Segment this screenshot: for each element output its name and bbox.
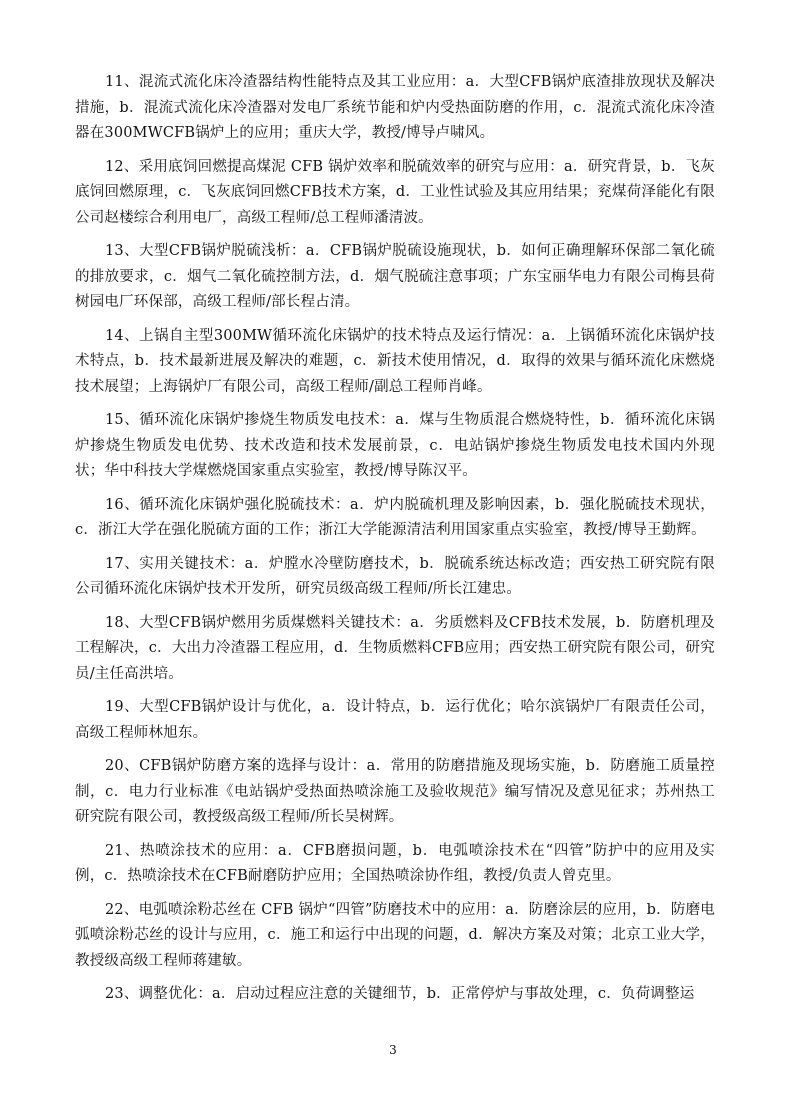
- paragraph-item-15: 15、循环流化床锅炉掺烧生物质发电技术：a．煤与生物质混合燃烧特性，b．循环流化床锅炉掺烧生物质发电优势、技术改造和技术发展前景，c．电站锅炉掺烧生物质发电技术国内外现状；华中科技大学煤燃烧国家重点实验室，教授/博导陈汉平。: [75, 412, 715, 479]
- paragraph-item-17: 17、实用关键技术：a．炉膛水冷壁防磨技术，b．脱硫系统达标改造；西安热工研究院有限公司循环流化床锅炉技术开发所，研究员级高级工程师/所长江建忠。: [75, 555, 715, 597]
- paragraph-item-22: 22、电弧喷涂粉芯丝在 CFB 锅炉“四管”防磨技术中的应用：a．防磨涂层的应用，b．防磨电弧喷涂粉芯丝的设计与应用，c．施工和运行中出现的问题，d．解决方案及对策；北京工业大学，教授级高级工程师蒋建敏。: [75, 901, 715, 969]
- paragraph-item-11: 11、混流式流化床冷渣器结构性能特点及其工业应用：a．大型CFB锅炉底渣排放现状及解决措施，b．混流式流化床冷渣器对发电厂系统节能和炉内受热面防磨的作用，c．混流式流化床冷渣器在300MWCFB锅炉上的应用；重庆大学，教授/博导卢啸风。: [75, 74, 715, 141]
- paragraph-item-13: 13、大型CFB锅炉脱硫浅析：a．CFB锅炉脱硫设施现状，b．如何正确理解环保部二氧化硫的排放要求，c．烟气二氧化硫控制方法，d．烟气脱硫注意事项；广东宝丽华电力有限公司梅县荷树园电厂环保部，高级工程师/部长程占清。: [75, 243, 715, 310]
- paragraph-item-16: 16、循环流化床锅炉强化脱硫技术：a．炉内脱硫机理及影响因素，b．强化脱硫技术现状，c．浙江大学在强化脱硫方面的工作；浙江大学能源清洁利用国家重点实验室，教授/博导王勤辉。: [75, 496, 715, 538]
- page-number: 3: [389, 1043, 397, 1057]
- paragraph-item-20: 20、CFB锅炉防磨方案的选择与设计：a．常用的防磨措施及现场实施，b．防磨施工质量控制，c．电力行业标准《电站锅炉受热面热喷涂施工及验收规范》编写情况及意见征求；苏州热工研究院有限公司，教授级高级工程师/所长吴树辉。: [75, 758, 715, 825]
- paragraph-item-19: 19、大型CFB锅炉设计与优化，a．设计特点，b．运行优化；哈尔滨锅炉厂有限责任公司，高级工程师林旭东。: [75, 699, 715, 741]
- paragraph-item-12: 12、采用底饲回燃提高煤泥 CFB 锅炉效率和脱硫效率的研究与应用：a．研究背景，b．飞灰底饲回燃原理，c．飞灰底饲回燃CFB技术方案，d．工业性试验及其应用结果；兖煤荷泽能化有限公司赵楼综合利用电厂，高级工程师/总工程师潘清波。: [75, 158, 715, 226]
- paragraph-item-14: 14、上锅自主型300MW循环流化床锅炉的技术特点及运行情况：a．上锅循环流化床锅炉技术特点，b．技术最新进展及解决的难题，c．新技术使用情况，d．取得的效果与循环流化床燃烧技术展望；上海锅炉厂有限公司，高级工程师/副总工程师肖峰。: [75, 327, 715, 395]
- paragraph-item-21: 21、热喷涂技术的应用：a．CFB磨损问题，b．电弧喷涂技术在“四管”防护中的应用及实例，c．热喷涂技术在CFB耐磨防护应用；全国热喷涂协作组，教授/负责人曾克里。: [75, 842, 715, 884]
- paragraph-item-23: 23、调整优化：a．启动过程应注意的关键细节，b．正常停炉与事故处理，c．负荷调整运: [105, 986, 695, 1002]
- document-page: [75, 70, 715, 1016]
- paragraph-item-18: 18、大型CFB锅炉燃用劣质煤燃料关键技术：a．劣质燃料及CFB技术发展，b．防磨机理及工程解决，c．大出力冷渣器工程应用，d．生物质燃料CFB应用；西安热工研究院有限公司，研究员/主任高洪培。: [75, 614, 715, 682]
